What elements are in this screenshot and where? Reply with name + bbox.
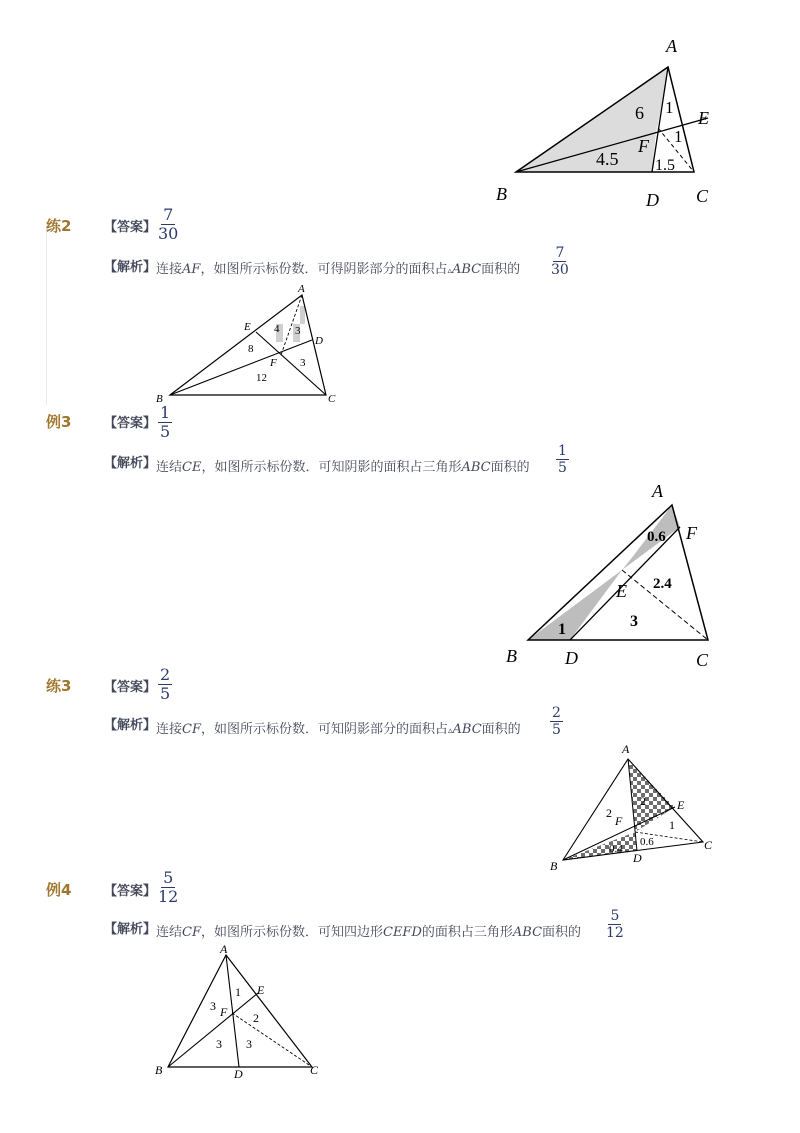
vertex-e: E xyxy=(257,983,265,997)
section-tag: 例4 xyxy=(46,881,72,899)
analysis-label: 【解析】 xyxy=(104,718,157,733)
analysis-text: 连结CE，如图所示标份数．可知阴影的面积占三角形ABC面积的 xyxy=(156,460,530,475)
vertex-c: C xyxy=(704,838,713,852)
area-label: 1.5 xyxy=(655,157,675,174)
area-label: 4 xyxy=(274,323,280,335)
section-tag: 例3 xyxy=(46,413,72,431)
area-label: 3 xyxy=(246,1037,252,1051)
figure-lian2 xyxy=(150,280,350,410)
vertex-b: B xyxy=(550,859,558,873)
vertex-f: F xyxy=(686,523,697,543)
vertex-b: B xyxy=(155,1063,163,1077)
area-label: 0.6 xyxy=(640,836,654,848)
vertex-a: A xyxy=(622,742,630,756)
area-label: 3 xyxy=(300,357,306,369)
area-label: 2.4 xyxy=(653,576,672,592)
area-label: 2 xyxy=(640,794,646,808)
vertex-b: B xyxy=(156,393,163,405)
area-label: 3 xyxy=(210,999,216,1013)
area-label: 0.4 xyxy=(609,843,623,855)
answer-fraction: $\frac{1}{5}$ xyxy=(160,403,171,441)
vertex-c: C xyxy=(696,650,709,670)
area-label: 0.6 xyxy=(647,529,666,545)
answer-fraction: $\frac{7}{30}$ xyxy=(158,205,179,243)
answer-fraction: $\frac{5}{12}$ xyxy=(158,868,179,906)
vertex-a: A xyxy=(666,36,677,56)
vertex-d: D xyxy=(565,648,578,668)
figure-li4 xyxy=(150,940,340,1085)
area-label: 8 xyxy=(248,343,254,355)
area-label: 2 xyxy=(606,806,612,820)
vertex-a: A xyxy=(220,942,228,956)
analysis-label: 【解析】 xyxy=(104,456,157,471)
analysis-label: 【解析】 xyxy=(104,260,157,275)
analysis-fraction: $\frac{5}{12}$ xyxy=(606,908,624,942)
vertex-e: E xyxy=(698,108,709,128)
area-label: 2 xyxy=(253,1011,259,1025)
area-label: 1 xyxy=(669,818,675,832)
analysis-fraction: $\frac{2}{5}$ xyxy=(552,705,561,739)
vertex-e: E xyxy=(244,321,251,333)
answer-fraction: $\frac{2}{5}$ xyxy=(160,665,171,703)
section-tag: 练3 xyxy=(46,677,72,695)
figure-top-triangle xyxy=(490,30,740,210)
area-label: 6 xyxy=(635,103,644,123)
vertex-b: B xyxy=(496,184,507,204)
area-label: 3 xyxy=(295,325,301,337)
area-label: 1 xyxy=(558,621,566,638)
area-label: 1 xyxy=(674,127,683,146)
analysis-text: 连接CF，如图所示标份数．可知阴影部分的面积占▵ABC面积的 xyxy=(156,722,521,737)
analysis-fraction: $\frac{1}{5}$ xyxy=(558,443,567,477)
vertex-d: D xyxy=(633,851,642,865)
vertex-f: F xyxy=(638,136,649,156)
vertex-f: F xyxy=(270,357,277,369)
vertex-c: C xyxy=(696,186,709,206)
vertex-d: D xyxy=(315,335,323,347)
vertex-c: C xyxy=(328,393,336,405)
vertex-d: D xyxy=(646,190,659,210)
vertex-e: E xyxy=(677,798,685,812)
answer-label: 【答案】 xyxy=(104,416,157,431)
vertex-a: A xyxy=(652,481,663,501)
analysis-text: 连结CF，如图所示标份数．可知四边形CEFD的面积占三角形ABC面积的 xyxy=(156,925,582,940)
area-label: 12 xyxy=(256,372,267,384)
vertex-f: F xyxy=(220,1005,228,1019)
vertex-e: E xyxy=(616,581,627,601)
answer-label: 【答案】 xyxy=(104,884,157,899)
analysis-fraction: $\frac{7}{30}$ xyxy=(551,245,569,279)
area-label: 3 xyxy=(216,1037,222,1051)
figure-li3 xyxy=(500,475,740,675)
answer-label: 【答案】 xyxy=(104,220,157,235)
area-label: 4.5 xyxy=(596,149,619,169)
answer-label: 【答案】 xyxy=(104,680,157,695)
area-label: 1 xyxy=(235,985,241,999)
figure-lian3 xyxy=(545,737,725,877)
area-label: 1 xyxy=(665,98,674,117)
vertex-f: F xyxy=(615,814,623,828)
divider xyxy=(46,225,47,405)
section-tag: 练2 xyxy=(46,217,72,235)
vertex-c: C xyxy=(310,1063,319,1077)
vertex-b: B xyxy=(506,646,517,666)
vertex-a: A xyxy=(298,283,305,295)
vertex-d: D xyxy=(234,1067,243,1081)
analysis-text: 连接AF，如图所示标份数．可得阴影部分的面积占▵ABC面积的 xyxy=(156,262,521,277)
analysis-label: 【解析】 xyxy=(104,922,157,937)
area-label: 3 xyxy=(630,613,638,630)
